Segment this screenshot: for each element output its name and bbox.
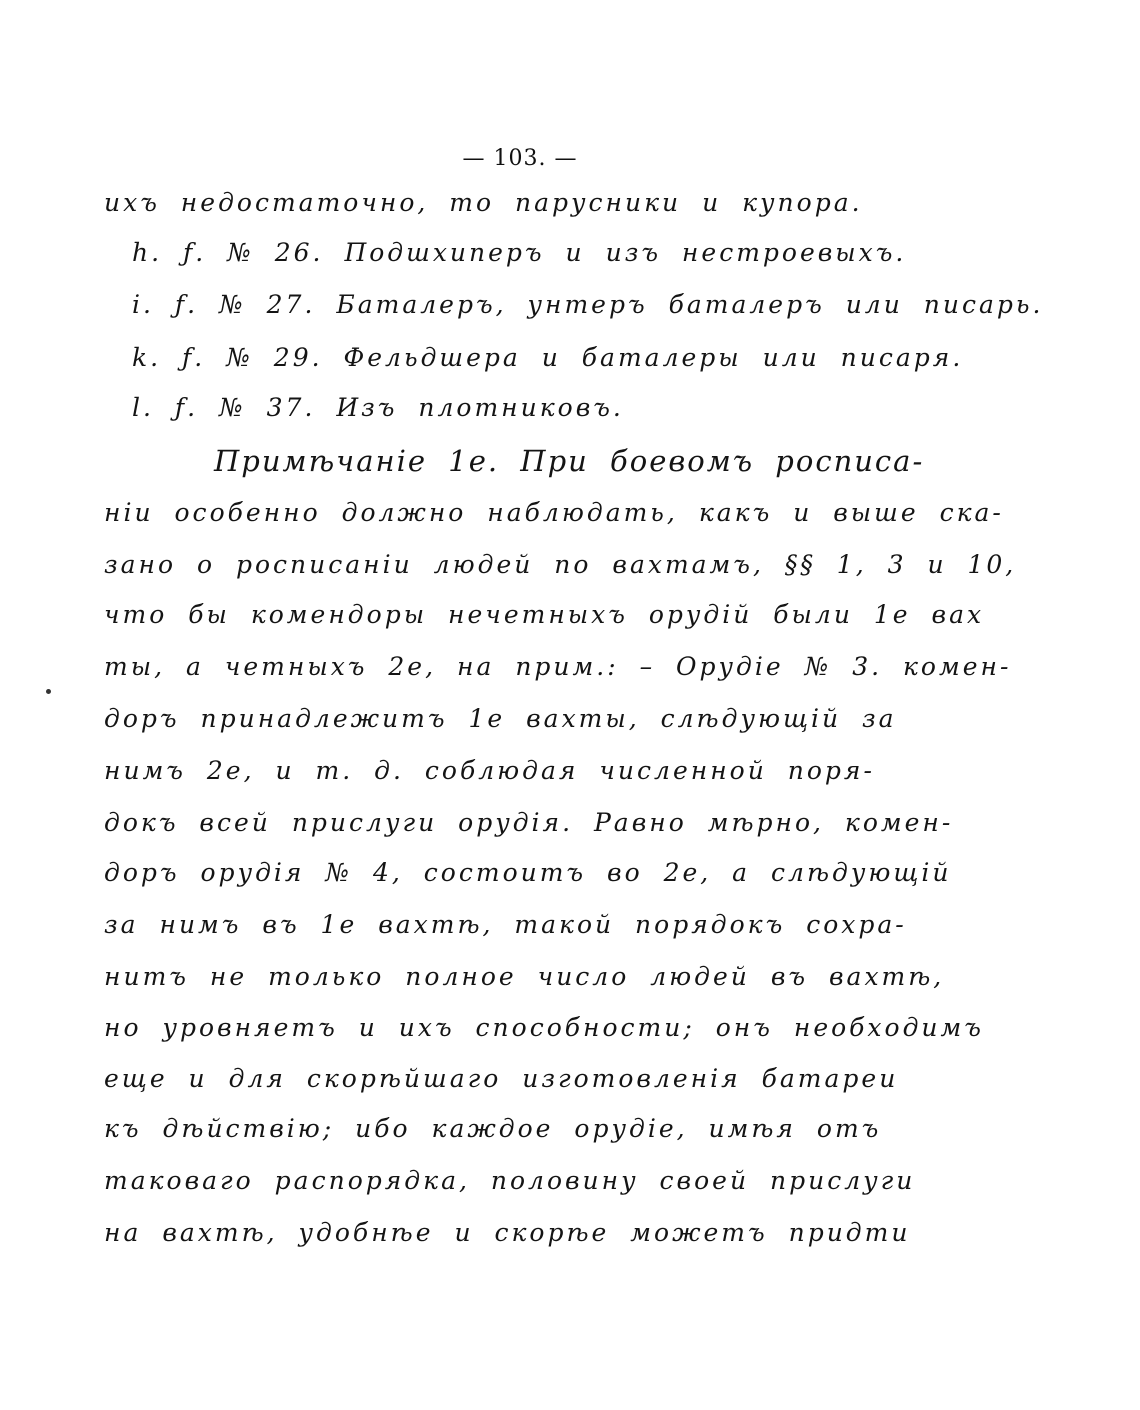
text-line: за нимъ въ 1е вахтѣ, такой порядокъ сохра-	[104, 910, 907, 939]
text-line: l. ƒ. № 37. Изъ плотниковъ.	[132, 393, 624, 422]
ink-speck	[46, 689, 51, 694]
text-line: i. ƒ. № 27. Баталеръ, унтеръ баталеръ или писарь.	[132, 290, 1044, 319]
text-line: таковаго распорядка, половину своей прислуги	[104, 1166, 916, 1195]
page-number: — 103. —	[462, 146, 578, 171]
text-line: къ дѣйствію; ибо каждое орудіе, имѣя отъ	[104, 1114, 882, 1143]
text-line: нитъ не только полное число людей въ вахтѣ,	[104, 962, 945, 991]
text-line: докъ всей прислуги орудія. Равно мѣрно, комен-	[104, 808, 954, 837]
text-line: h. ƒ. № 26. Подшхиперъ и изъ нестроевыхъ.	[132, 238, 907, 267]
text-line: но уровняетъ и ихъ способности; онъ необходимъ	[104, 1013, 984, 1042]
text-line: что бы комендоры нечетныхъ орудій были 1е вах	[104, 600, 985, 629]
text-line: ихъ недостаточно, то парусники и купора.	[104, 188, 863, 217]
text-line: зано о росписаніи людей по вахтамъ, §§ 1, 3 и 10,	[104, 550, 1017, 579]
text-line: ты, а четныхъ 2е, на прим.: – Орудіе № 3. комен-	[104, 652, 1012, 681]
text-line: доръ орудія № 4, состоитъ во 2е, а слѣдующій	[104, 858, 952, 887]
text-line: k. ƒ. № 29. Фельдшера и баталеры или писаря.	[132, 343, 964, 372]
text-line: еще и для скорѣйшаго изготовленія батареи	[104, 1064, 899, 1093]
text-line: на вахтѣ, удобнѣе и скорѣе можетъ придти	[104, 1218, 911, 1247]
note-heading: Примѣчаніе 1е. При боевомъ росписа-	[214, 444, 925, 478]
text-line: нимъ 2е, и т. д. соблюдая численной поря-	[104, 756, 875, 785]
text-line: доръ принадлежитъ 1е вахты, слѣдующій за	[104, 704, 897, 733]
text-line: ніи особенно должно наблюдать, какъ и выше ска-	[104, 498, 1004, 527]
